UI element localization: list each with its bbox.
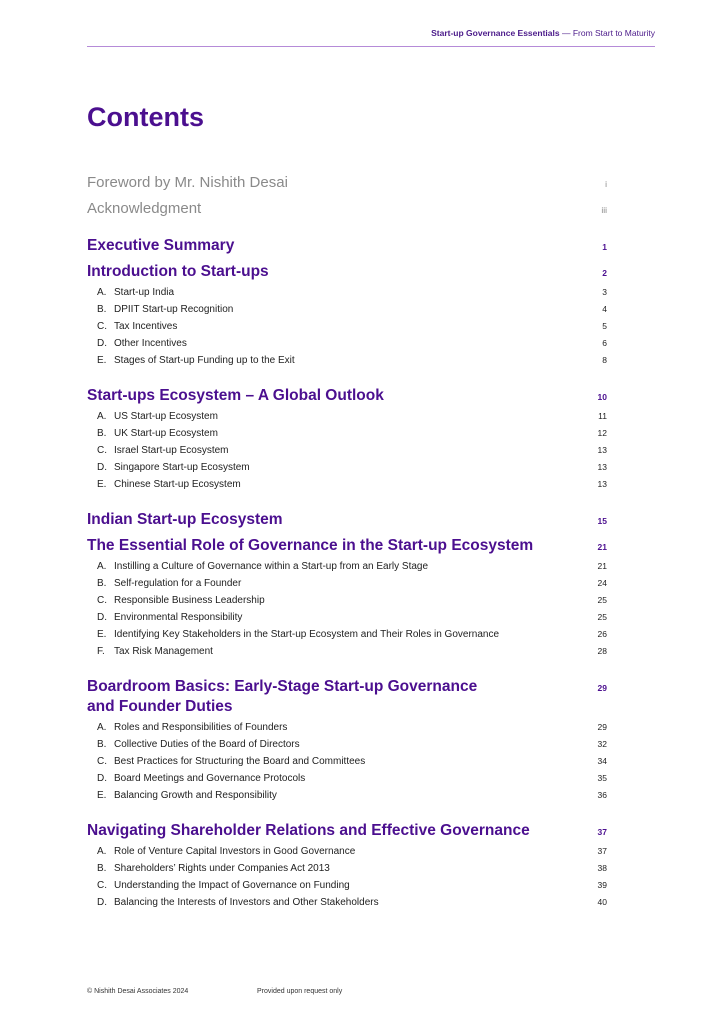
toc-section-letter: A. [97,411,107,422]
toc-chapter-boardroom-basics[interactable] [87,677,607,717]
toc-section-letter: F. [97,646,105,657]
toc-section-label: Board Meetings and Governance Protocols [114,773,306,784]
toc-section-letter: C. [97,595,107,606]
toc-section-list [87,411,607,496]
toc-section[interactable] [87,287,607,304]
toc-section-label: Balancing Growth and Responsibility [114,790,277,801]
toc-section[interactable] [87,561,607,578]
toc-section[interactable] [87,338,607,355]
toc-section[interactable] [87,846,607,863]
toc-chapter-page: 15 [597,516,607,526]
toc-section-list [87,846,607,914]
toc-section-letter: E. [97,355,107,366]
toc-chapter-label: Introduction to Start-ups [87,263,269,280]
toc-section-page: 29 [597,722,607,732]
toc-chapter-page: 29 [597,683,607,693]
toc-section-page: 25 [597,595,607,605]
toc-section[interactable] [87,739,607,756]
toc-section-page: 21 [597,561,607,571]
toc-section-label: UK Start-up Ecosystem [114,428,218,439]
toc-section-page: 12 [597,428,607,438]
toc-section-letter: C. [97,445,107,456]
toc-section-letter: E. [97,629,107,640]
toc-section-label: Self-regulation for a Founder [114,578,242,589]
toc-section-page: 4 [602,304,607,314]
toc-section-letter: A. [97,846,107,857]
toc-section[interactable] [87,863,607,880]
toc-section-label: Role of Venture Capital Investors in Good Governance [114,846,356,857]
toc-section-label: Tax Incentives [114,321,178,332]
toc-section[interactable] [87,629,607,646]
toc-chapter-label-line1: Boardroom Basics: Early-Stage Start-up Governance [87,678,478,695]
toc-section-page: 6 [602,338,607,348]
header-title-bold: Start-up Governance Essentials [431,28,560,38]
toc-section-letter: C. [97,321,107,332]
toc-section[interactable] [87,411,607,428]
toc-section-label: Shareholders’ Rights under Companies Act 2013 [114,863,330,874]
toc-section-list [87,287,607,372]
toc-section[interactable] [87,595,607,612]
toc-section[interactable] [87,479,607,496]
toc-section[interactable] [87,880,607,897]
toc-section-page: 38 [597,863,607,873]
toc-section-label: Collective Duties of the Board of Directors [114,739,300,750]
toc-section-label: Other Incentives [114,338,187,349]
header-title-rest: — From Start to Maturity [559,28,655,38]
footer-note: Provided upon request only [257,988,343,995]
toc-prelim-label: Acknowledgment [87,200,202,217]
toc-chapter-label: Executive Summary [87,237,235,254]
toc-prelim-label: Foreword by Mr. Nishith Desai [87,174,288,191]
toc-section-page: 3 [602,287,607,297]
toc-section-page: 39 [597,880,607,890]
toc-section-letter: C. [97,880,107,891]
toc-section-page: 13 [597,462,607,472]
page-title: Contents [87,102,204,132]
toc-section-letter: D. [97,462,107,473]
toc-section-letter: B. [97,578,107,589]
toc-chapter-label-line2: and Founder Duties [87,698,233,715]
toc-section-label: Identifying Key Stakeholders in the Start-up Ecosystem and Their Roles in Governance [114,629,500,640]
toc-chapter-label: Start-ups Ecosystem – A Global Outlook [87,387,384,404]
toc-section-letter: B. [97,863,107,874]
toc-chapter-executive-summary[interactable] [87,236,607,256]
toc-section-letter: D. [97,897,107,908]
toc-section-page: 28 [597,646,607,656]
toc-section-label: Instilling a Culture of Governance within a Start-up from an Early Stage [114,561,429,572]
toc-section[interactable] [87,646,607,663]
toc-chapter-global-outlook[interactable] [87,386,607,406]
running-header [87,28,655,38]
footer-copyright: © Nishith Desai Associates 2024 [87,988,189,995]
toc-section-label: Start-up India [114,287,175,298]
header-divider [87,46,655,47]
toc-section-page: 13 [597,445,607,455]
page-footer [87,988,343,995]
toc-chapter-shareholder-relations[interactable] [87,821,607,841]
toc-section-letter: B. [97,304,107,315]
toc-chapter-indian-ecosystem[interactable] [87,510,607,530]
toc-section-letter: C. [97,756,107,767]
toc-section[interactable] [87,790,607,807]
toc-section-label: DPIIT Start-up Recognition [114,304,234,315]
toc-chapter-label-block [87,677,477,717]
toc-section-letter: A. [97,722,107,733]
toc-section-page: 37 [597,846,607,856]
toc-chapter-introduction[interactable] [87,262,607,282]
toc-chapter-page: 37 [597,827,607,837]
toc-section-label: Understanding the Impact of Governance on Funding [114,880,350,891]
toc-section-page: 26 [597,629,607,639]
toc-section-letter: B. [97,428,107,439]
toc-section-label: Chinese Start-up Ecosystem [114,479,241,490]
toc-section[interactable] [87,756,607,773]
toc-chapter-label: The Essential Role of Governance in the Start-up Ecosystem [87,537,534,554]
toc-section-page: 25 [597,612,607,622]
toc-prelim-page: i [605,179,607,189]
toc-section-label: Balancing the Interests of Investors and Other Stakeholders [114,897,379,908]
toc-section[interactable] [87,897,607,914]
toc-section-letter: B. [97,739,107,750]
toc-prelim-foreword[interactable] [87,174,607,200]
toc-section-label: US Start-up Ecosystem [114,411,218,422]
toc-chapter-page: 10 [597,392,607,402]
toc-section-page: 24 [597,578,607,588]
toc-chapter-page: 1 [602,242,607,252]
toc-chapter-role-of-governance[interactable] [87,536,607,556]
toc-section-page: 32 [597,739,607,749]
toc-section[interactable] [87,445,607,462]
toc-chapter-page: 21 [597,542,607,552]
toc-section-letter: D. [97,773,107,784]
toc-section[interactable] [87,612,607,629]
toc-section-letter: D. [97,338,107,349]
toc-section-page: 34 [597,756,607,766]
toc-section-label: Best Practices for Structuring the Board and Committees [114,756,366,767]
toc-section-list [87,561,607,663]
toc-section-page: 5 [602,321,607,331]
toc-section[interactable] [87,304,607,321]
toc-section-page: 40 [597,897,607,907]
toc-section-label: Tax Risk Management [114,646,213,657]
toc-section[interactable] [87,578,607,595]
toc-chapter-label: Navigating Shareholder Relations and Effective Governance [87,822,530,839]
toc-section[interactable] [87,773,607,790]
toc-section-letter: A. [97,561,107,572]
toc-section-label: Environmental Responsibility [114,612,243,623]
toc-chapter-label: Indian Start-up Ecosystem [87,511,283,528]
toc-section-page: 11 [598,411,607,421]
toc-section-label: Responsible Business Leadership [114,595,265,606]
toc-section-letter: E. [97,790,107,801]
toc-section[interactable] [87,722,607,739]
toc-section-label: Roles and Responsibilities of Founders [114,722,288,733]
toc-section-page: 13 [597,479,607,489]
toc-prelim-acknowledgment[interactable] [87,200,607,226]
toc-section[interactable] [87,321,607,338]
toc-section-letter: E. [97,479,107,490]
toc-section[interactable] [87,462,607,479]
toc-section[interactable] [87,355,607,372]
toc-section-label: Singapore Start-up Ecosystem [114,462,250,473]
toc-section-letter: D. [97,612,107,623]
toc-section-page: 36 [597,790,607,800]
toc-section-page: 35 [597,773,607,783]
toc-section-letter: A. [97,287,107,298]
toc-section[interactable] [87,428,607,445]
toc-section-label: Israel Start-up Ecosystem [114,445,229,456]
table-of-contents [87,174,607,928]
toc-section-list [87,722,607,807]
toc-section-label: Stages of Start-up Funding up to the Exit [114,355,295,366]
toc-chapter-page: 2 [602,268,607,278]
toc-prelim-page: iii [601,205,607,215]
toc-section-page: 8 [602,355,607,365]
